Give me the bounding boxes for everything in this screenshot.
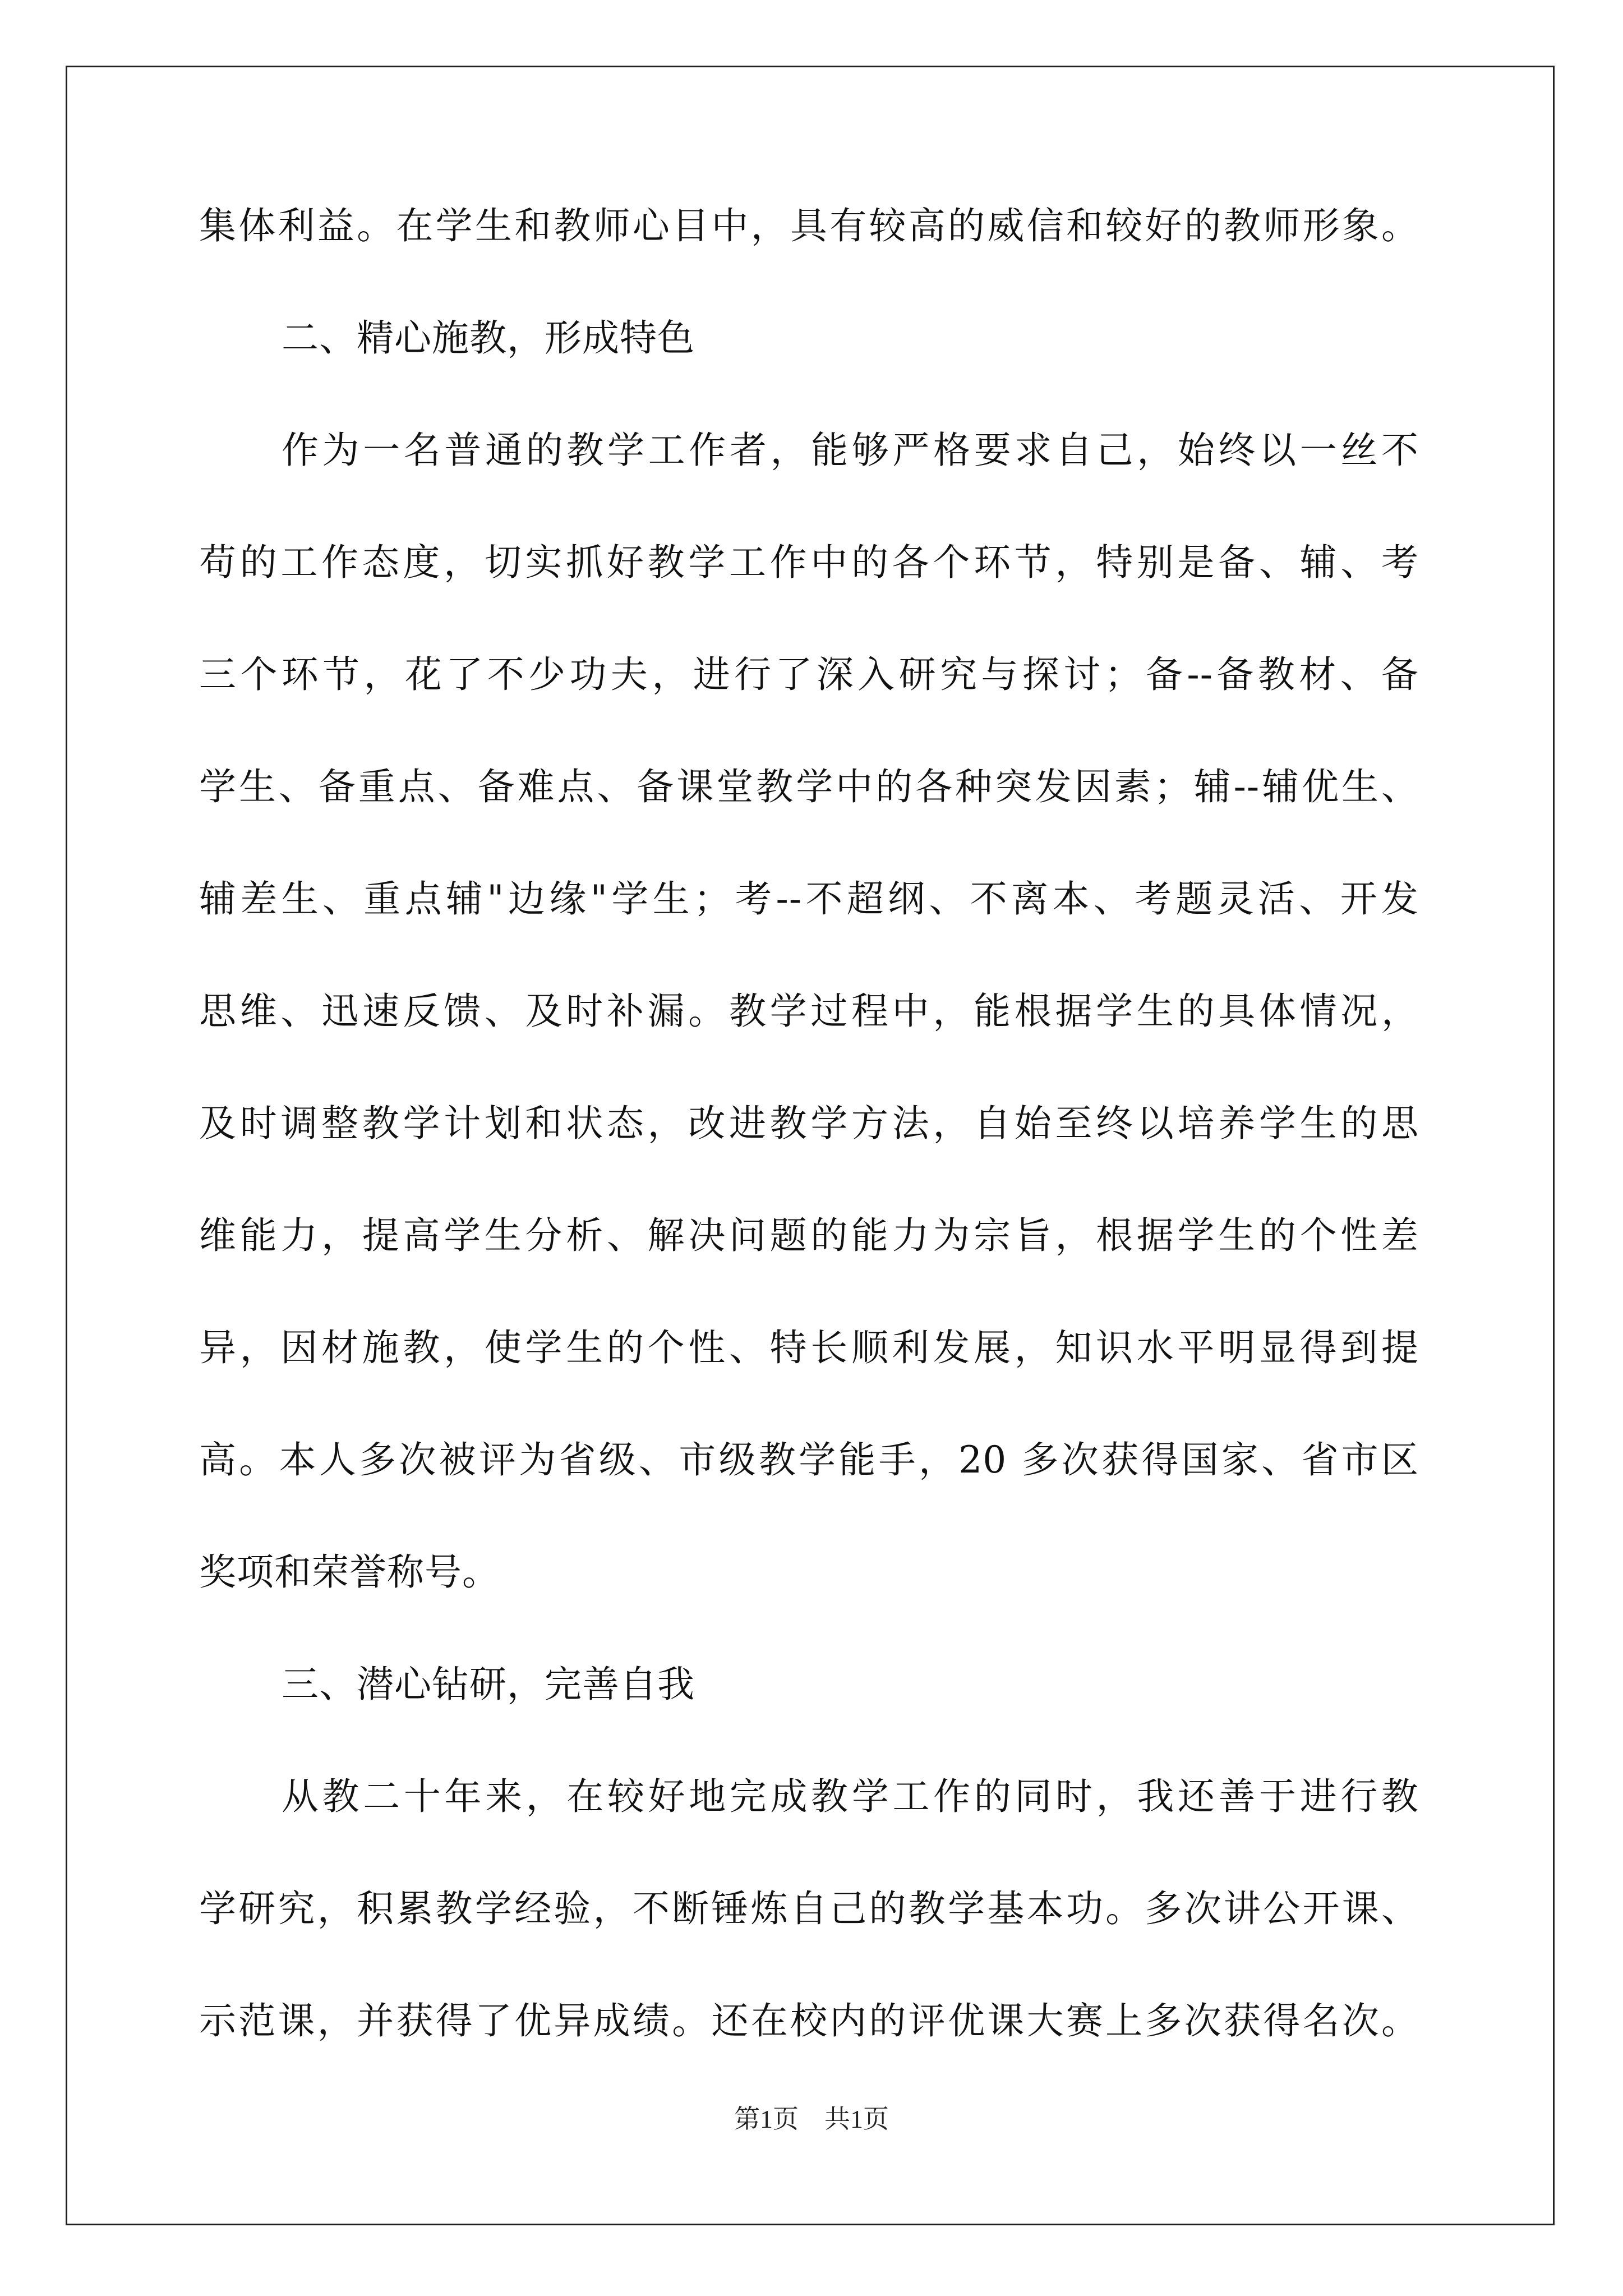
paragraph-line: 三个环节，花了不少功夫，进行了深入研究与探讨；备--备教材、备: [199, 653, 1419, 696]
paragraph-line: 苟的工作态度，切实抓好教学工作中的各个环节，特别是备、辅、考: [199, 541, 1419, 584]
document-body: [199, 204, 1419, 2115]
paragraph-line: 辅差生、重点辅"边缘"学生；考--不超纲、不离本、考题灵活、开发: [199, 877, 1419, 921]
paragraph-line: 示范课，并获得了优异成绩。还在校内的评优课大赛上多次获得名次。: [199, 1999, 1419, 2042]
page-footer: 第1页 共1页: [734, 2105, 889, 2133]
paragraph-line: 奖项和荣誉称号。: [199, 1550, 500, 1594]
paragraph-line: 从教二十年来，在较好地完成教学工作的同时，我还善于进行教: [282, 1775, 1419, 1818]
paragraph-line: 作为一名普通的教学工作者，能够严格要求自己，始终以一丝不: [282, 429, 1419, 472]
paragraph-line: 异，因材施教，使学生的个性、特长顺利发展，知识水平明显得到提: [199, 1326, 1419, 1369]
paragraph-line: 高。本人多次被评为省级、市级教学能手，20 多次获得国家、省市区: [199, 1438, 1419, 1481]
paragraph-line: 思维、迅速反馈、及时补漏。教学过程中，能根据学生的具体情况，: [199, 990, 1419, 1033]
paragraph-line: 维能力，提高学生分析、解决问题的能力为宗旨，根据学生的个性差: [199, 1214, 1419, 1257]
paragraph-line: 及时调整教学计划和状态，改进教学方法，自始至终以培养学生的思: [199, 1102, 1419, 1145]
section-heading: 三、潜心钻研，完善自我: [282, 1663, 695, 1706]
paragraph-line: 学生、备重点、备难点、备课堂教学中的各种突发因素；辅--辅优生、: [199, 765, 1419, 808]
paragraph-line: 集体利益。在学生和教师心目中，具有较高的威信和较好的教师形象。: [199, 204, 1419, 247]
paragraph-line: 学研究，积累教学经验，不断锤炼自己的教学基本功。多次讲公开课、: [199, 1887, 1419, 1930]
section-heading: 二、精心施教，形成特色: [282, 316, 695, 360]
